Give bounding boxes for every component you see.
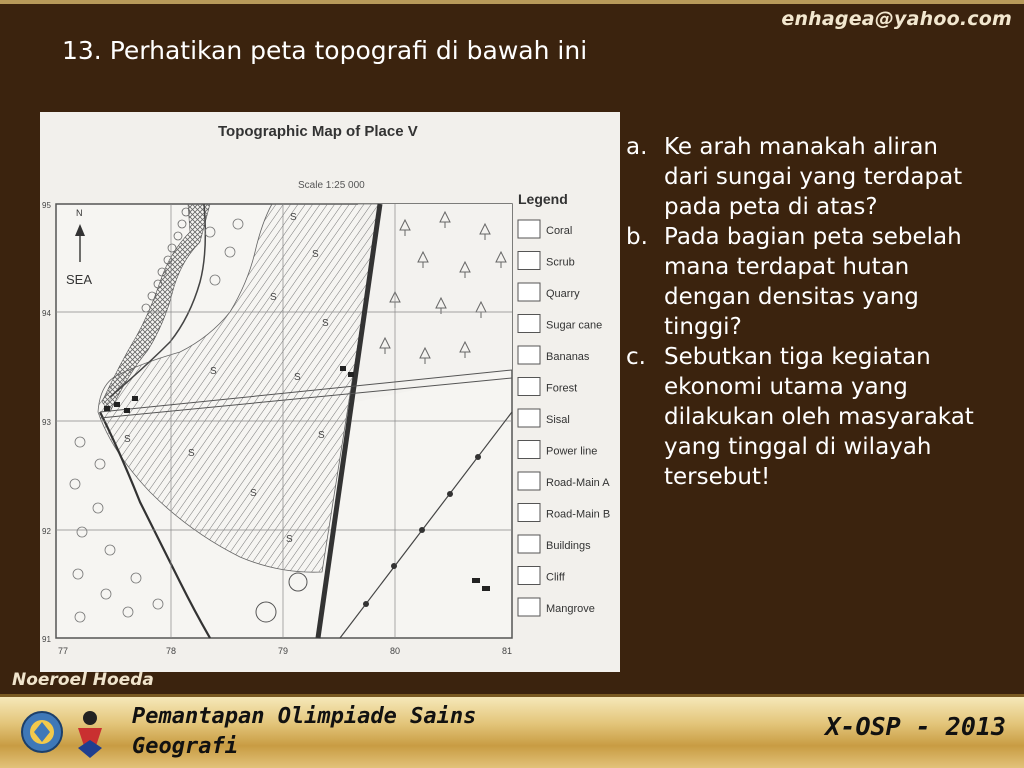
sisal-mark: S bbox=[312, 249, 319, 260]
legend-item-label: Mangrove bbox=[546, 603, 595, 615]
map-title: Topographic Map of Place V bbox=[218, 123, 418, 140]
north-label: N bbox=[76, 208, 83, 218]
sisal-mark: S bbox=[318, 430, 325, 441]
sisal-mark: S bbox=[290, 212, 297, 223]
y-tick: 95 bbox=[42, 201, 51, 210]
author-email: enhagea@yahoo.com bbox=[781, 8, 1012, 30]
x-axis-labels bbox=[58, 646, 512, 656]
legend-swatch bbox=[518, 252, 540, 270]
course-code: X-OSP - 2013 bbox=[825, 712, 1006, 741]
course-name bbox=[132, 702, 476, 762]
sisal-mark: S bbox=[210, 366, 217, 377]
sisal-mark: S bbox=[188, 448, 195, 459]
sisal-mark: S bbox=[286, 534, 293, 545]
legend-swatch bbox=[518, 220, 540, 238]
x-tick: 77 bbox=[58, 646, 69, 656]
y-tick: 91 bbox=[42, 635, 51, 644]
map-legend bbox=[518, 191, 610, 616]
legend-item-label: Sugar cane bbox=[546, 319, 603, 332]
top-rule bbox=[0, 0, 1024, 4]
sisal-mark: S bbox=[270, 292, 277, 303]
legend-item-label: Forest bbox=[546, 382, 578, 395]
y-tick: 94 bbox=[42, 309, 51, 318]
legend-swatch bbox=[518, 441, 540, 459]
legend-swatch bbox=[518, 567, 540, 585]
sisal-mark: S bbox=[250, 488, 257, 499]
legend-item-label: Bananas bbox=[546, 351, 590, 363]
legend-swatch bbox=[518, 535, 540, 553]
legend-item-label: Coral bbox=[546, 225, 573, 237]
legend-swatch bbox=[518, 378, 540, 396]
legend-swatch bbox=[518, 598, 540, 616]
question-text: Sebutkan tiga kegiatan ekonomi utama yang dilakukan oleh masyarakat yang tinggal di wilayah tersebut! bbox=[664, 344, 974, 490]
sisal-mark: S bbox=[124, 434, 131, 445]
x-tick: 80 bbox=[390, 646, 401, 656]
question-b bbox=[626, 222, 986, 342]
topographic-map bbox=[40, 112, 620, 672]
legend-swatch bbox=[518, 472, 540, 490]
question-c bbox=[626, 342, 986, 492]
sea-label: SEA bbox=[66, 272, 93, 287]
question-text: Ke arah manakah aliran dari sungai yang terdapat pada peta di atas? bbox=[664, 134, 963, 220]
legend-item-label: Road-Main B bbox=[546, 508, 611, 521]
y-tick: 93 bbox=[42, 418, 51, 427]
question-text: Pada bagian peta sebelah mana terdapat hutan dengan densitas yang tinggi? bbox=[664, 224, 962, 340]
legend-title: Legend bbox=[518, 191, 568, 207]
x-tick: 81 bbox=[502, 646, 513, 656]
legend-swatch bbox=[518, 283, 540, 301]
question-a bbox=[626, 132, 986, 222]
legend-swatch bbox=[518, 409, 540, 427]
legend-item-label: Cliff bbox=[546, 571, 565, 584]
course-line-1: Pemantapan Olimpiade Sains bbox=[132, 704, 477, 729]
legend-swatch bbox=[518, 346, 540, 364]
x-tick: 79 bbox=[278, 646, 289, 656]
question-marker: b. bbox=[626, 224, 648, 250]
y-tick: 92 bbox=[42, 527, 51, 536]
legend-item-label: Quarry bbox=[546, 288, 580, 300]
legend-item-label: Road-Main A bbox=[546, 477, 610, 489]
question-marker: c. bbox=[626, 344, 646, 370]
author-name: Noeroel Hoeda bbox=[12, 670, 154, 690]
legend-item-label: Scrub bbox=[546, 256, 575, 269]
sisal-mark: S bbox=[322, 318, 329, 329]
sisal-mark: S bbox=[294, 372, 301, 383]
legend-swatch bbox=[518, 315, 540, 333]
legend-swatch bbox=[518, 504, 540, 522]
question-list bbox=[626, 132, 986, 492]
course-line-2: Geografi bbox=[132, 734, 238, 759]
y-axis-labels bbox=[42, 201, 51, 644]
legend-item-label: Buildings bbox=[546, 540, 591, 552]
map-scale: Scale 1:25 000 bbox=[298, 180, 365, 191]
question-title: 13. Perhatikan peta topografi di bawah ini bbox=[62, 36, 588, 65]
footer-rule bbox=[0, 694, 1024, 697]
education-ministry-logo bbox=[20, 700, 112, 762]
legend-item-label: Sisal bbox=[546, 414, 570, 426]
question-marker: a. bbox=[626, 134, 648, 160]
x-tick: 78 bbox=[166, 646, 177, 656]
legend-item-label: Power line bbox=[546, 445, 598, 458]
